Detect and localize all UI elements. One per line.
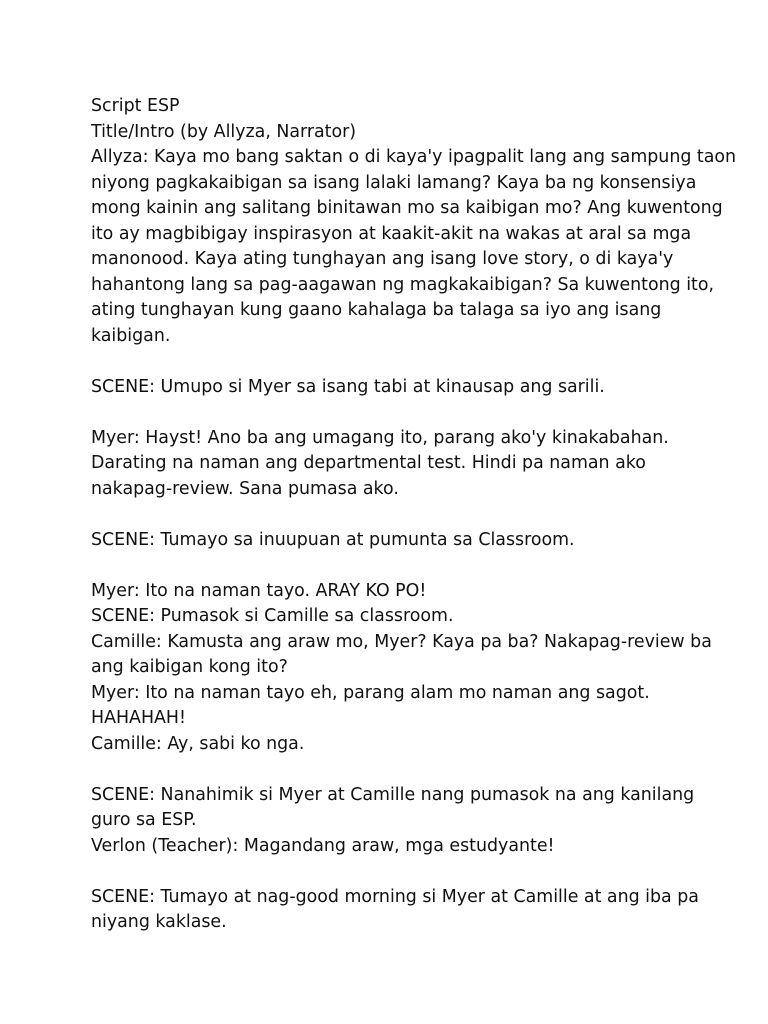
scene-line: SCENE: Tumayo at nag-good morning si Myer at Camille at ang iba pa (91, 886, 699, 907)
text-line: Darating na naman ang departmental test. Hindi pa naman ako (91, 453, 646, 473)
text-line: guro sa ESP. (91, 810, 197, 830)
text-line: ito ay magbibigay inspirasyon at kaakit-akit na wakas at aral sa mga (91, 223, 692, 244)
dialogue-line: Camille: Kamusta ang araw mo, Myer? Kaya pa ba? Nakapag-review ba (91, 631, 712, 652)
dialogue-line: Myer: Hayst! Ano ba ang umagang ito, parang ako'y kinakabahan. (91, 427, 669, 448)
scene-line: SCENE: Tumayo sa inuupuan at pumunta sa Classroom. (91, 529, 575, 550)
text-line: kaibigan. (91, 325, 171, 346)
blank-line (91, 349, 701, 375)
text-line: hahantong lang sa pag-aagawan ng magkakaibigan? Sa kuwentong ito, (91, 274, 715, 295)
text-line: Allyza: Kaya mo bang saktan o di kaya'y ipagpalit lang ang sampung taon (91, 147, 737, 167)
scene-line: SCENE: Umupo si Myer sa isang tabi at kinausap ang sarili. (91, 376, 605, 397)
blank-line (91, 502, 701, 528)
title-intro-line: Title/Intro (by Allyza, Narrator) (91, 121, 357, 142)
dialogue-line: Myer: Ito na naman tayo. ARAY KO PO! (91, 580, 427, 601)
blank-line (91, 757, 701, 783)
text-line: ating tunghayan kung gaano kahalaga ba talaga sa iyo ang isang (91, 300, 662, 320)
text-line: nakapag-review. Sana pumasa ako. (91, 478, 399, 499)
text-line: mong kainin ang salitang binitawan mo sa kaibigan mo? Ang kuwentong (91, 198, 723, 218)
blank-line (91, 400, 701, 426)
dialogue-line: Verlon (Teacher): Magandang araw, mga estudyante! (91, 835, 555, 856)
text-line: ang kaibigan kong ito? (91, 657, 288, 677)
text-line: niyang kaklase. (91, 912, 227, 932)
text-line: manonood. Kaya ating tunghayan ang isang love story, o di kaya'y (91, 249, 674, 269)
text-line: niyong pagkakaibigan sa isang lalaki lamang? Kaya ba ng konsensiya (91, 172, 697, 193)
text-line: HAHAHAH! (91, 708, 186, 728)
document-title: Script ESP (91, 96, 180, 116)
blank-line (91, 553, 701, 579)
script-document (91, 94, 737, 936)
dialogue-line: Myer: Ito na naman tayo eh, parang alam mo naman ang sagot. (91, 682, 650, 703)
dialogue-line: Camille: Ay, sabi ko nga. (91, 733, 305, 754)
scene-line: SCENE: Nanahimik si Myer at Camille nang pumasok na ang kanilang (91, 784, 695, 805)
blank-line (91, 859, 701, 885)
scene-line: SCENE: Pumasok si Camille sa classroom. (91, 606, 454, 626)
